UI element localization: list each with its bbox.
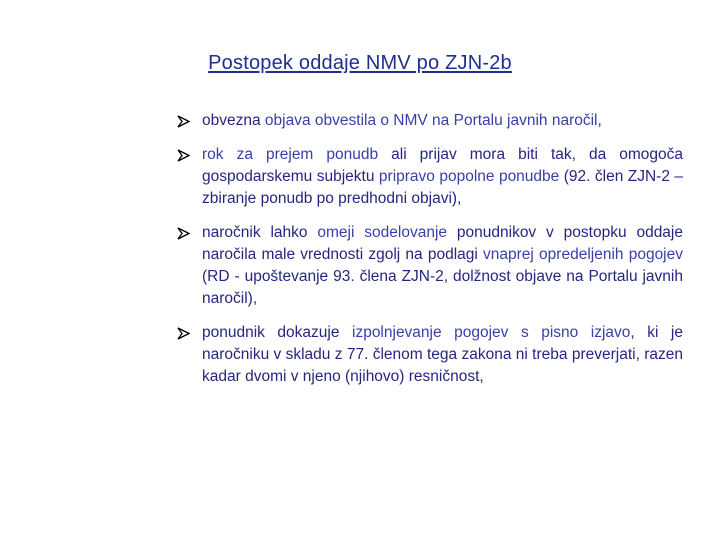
bullet-list <box>176 110 683 400</box>
arrowhead-bullet-icon <box>176 110 196 132</box>
text-segment: , <box>597 112 602 129</box>
bullet-item <box>176 322 683 388</box>
text-segment: naročnik lahko <box>202 224 318 241</box>
text-segment: ponudnikov v postopku oddaje naročila male vrednosti zgolj na podlagi <box>202 224 683 263</box>
text-segment: ponudnik dokazuje <box>202 324 352 341</box>
text-segment: , ki je naročniku v skladu z 77. členom tega zakona ni treba preverjati, razen kadar dvomi v njeno (njihovo) resničnost, <box>202 324 683 385</box>
highlighted-text: izpolnjevanje pogojev s pisno izjavo <box>352 324 631 341</box>
highlighted-text: omeji sodelovanje <box>317 224 448 241</box>
highlighted-text: vnaprej opredeljenih pogojev <box>483 246 684 263</box>
text-segment: obvezna <box>202 112 265 129</box>
arrowhead-bullet-icon <box>176 222 196 244</box>
slide-title: Postopek oddaje NMV po ZJN-2b <box>208 52 512 74</box>
text-segment: ali prijav mora biti tak, da omogoča gospodarskemu subjektu <box>202 146 684 185</box>
highlighted-text: pripravo popolne ponudbe <box>378 168 560 185</box>
bullet-item <box>176 110 683 132</box>
arrowhead-bullet-icon <box>176 144 196 166</box>
text-segment: (RD - upoštevanje 93. člena ZJN-2, dolžnost objave na Portalu javnih naročil), <box>202 268 683 307</box>
bullet-item <box>176 222 683 310</box>
highlighted-text: rok za prejem ponudb <box>202 146 379 163</box>
arrowhead-bullet-icon <box>176 322 196 344</box>
bullet-item <box>176 144 683 210</box>
highlighted-text: objava obvestila o NMV na Portalu javnih naročil <box>264 112 598 129</box>
bullet-text <box>202 224 683 307</box>
bullet-text <box>202 112 602 129</box>
bullet-text <box>202 146 683 207</box>
text-segment: (92. člen ZJN-2 – zbiranje ponudb po predhodni objavi), <box>202 168 684 207</box>
bullet-text <box>202 324 683 385</box>
